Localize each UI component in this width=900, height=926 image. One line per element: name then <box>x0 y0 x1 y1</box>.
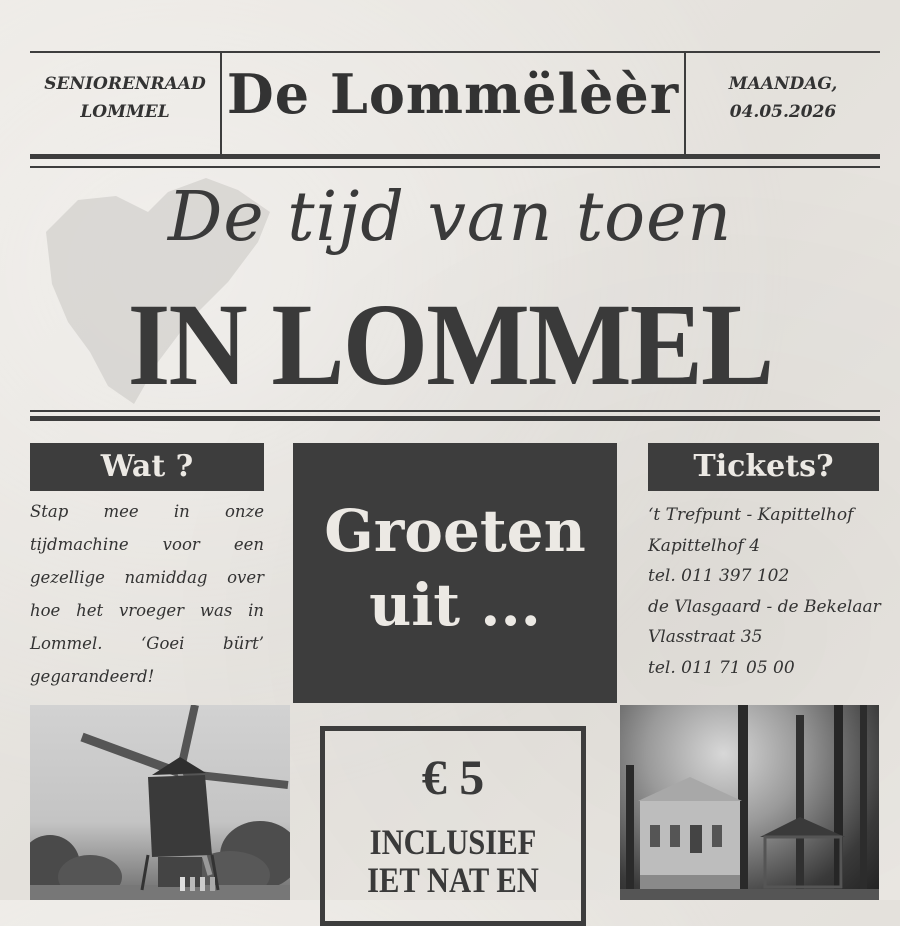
price-line-2: IET NAT EN <box>367 860 539 900</box>
price-amount: € 5 <box>421 749 485 805</box>
publisher-line-2: LOMMEL <box>80 102 170 122</box>
wat-label: Wat ? <box>30 443 264 491</box>
masthead-publisher <box>30 70 220 126</box>
masthead-date <box>686 70 880 126</box>
groeten-line-2: uit ... <box>369 571 541 639</box>
tickets-info <box>648 500 888 683</box>
wat-text: Stap mee in onze tijdmachine voor een gezellige namiddag over hoe het vroeger was in Lommel. ‘Goei bürt’ gegarandeerd! <box>30 502 264 686</box>
tickets-label: Tickets? <box>648 443 879 491</box>
groeten-line-1: Groeten <box>324 497 586 565</box>
ticket-line: de Vlasgaard - de Bekelaar <box>648 596 881 617</box>
headline-rule-thick <box>30 416 880 421</box>
ticket-line: tel. 011 71 05 00 <box>648 657 795 678</box>
newspaper-title: De Lommëlèèr <box>226 62 680 126</box>
masthead-top-rule <box>30 51 880 53</box>
pavilion-photo <box>620 705 879 900</box>
pavilion-illustration <box>620 705 879 900</box>
windmill-photo <box>30 705 290 900</box>
ticket-line: tel. 011 397 102 <box>648 566 790 586</box>
date-weekday: MAANDAG, <box>728 74 838 94</box>
masthead-bottom-thin-rule <box>30 166 880 168</box>
masthead-bottom-rule <box>30 154 880 159</box>
windmill-illustration <box>30 705 290 900</box>
ticket-line: ‘t Trefpunt - Kapittelhof <box>648 505 854 525</box>
date-value: 04.05.2026 <box>729 102 837 122</box>
publisher-line-1: SENIORENRAAD <box>44 74 206 94</box>
headline-script: De tijd van toen <box>167 178 733 257</box>
price-line-1: INCLUSIEF <box>369 822 537 862</box>
headline-main: IN LOMMEL <box>127 279 773 410</box>
ticket-line: Kapittelhof 4 <box>648 535 761 556</box>
price-box <box>320 726 586 926</box>
headline-rule-thin <box>30 410 880 412</box>
ticket-line: Vlasstraat 35 <box>648 627 763 647</box>
groeten-box <box>293 443 617 703</box>
